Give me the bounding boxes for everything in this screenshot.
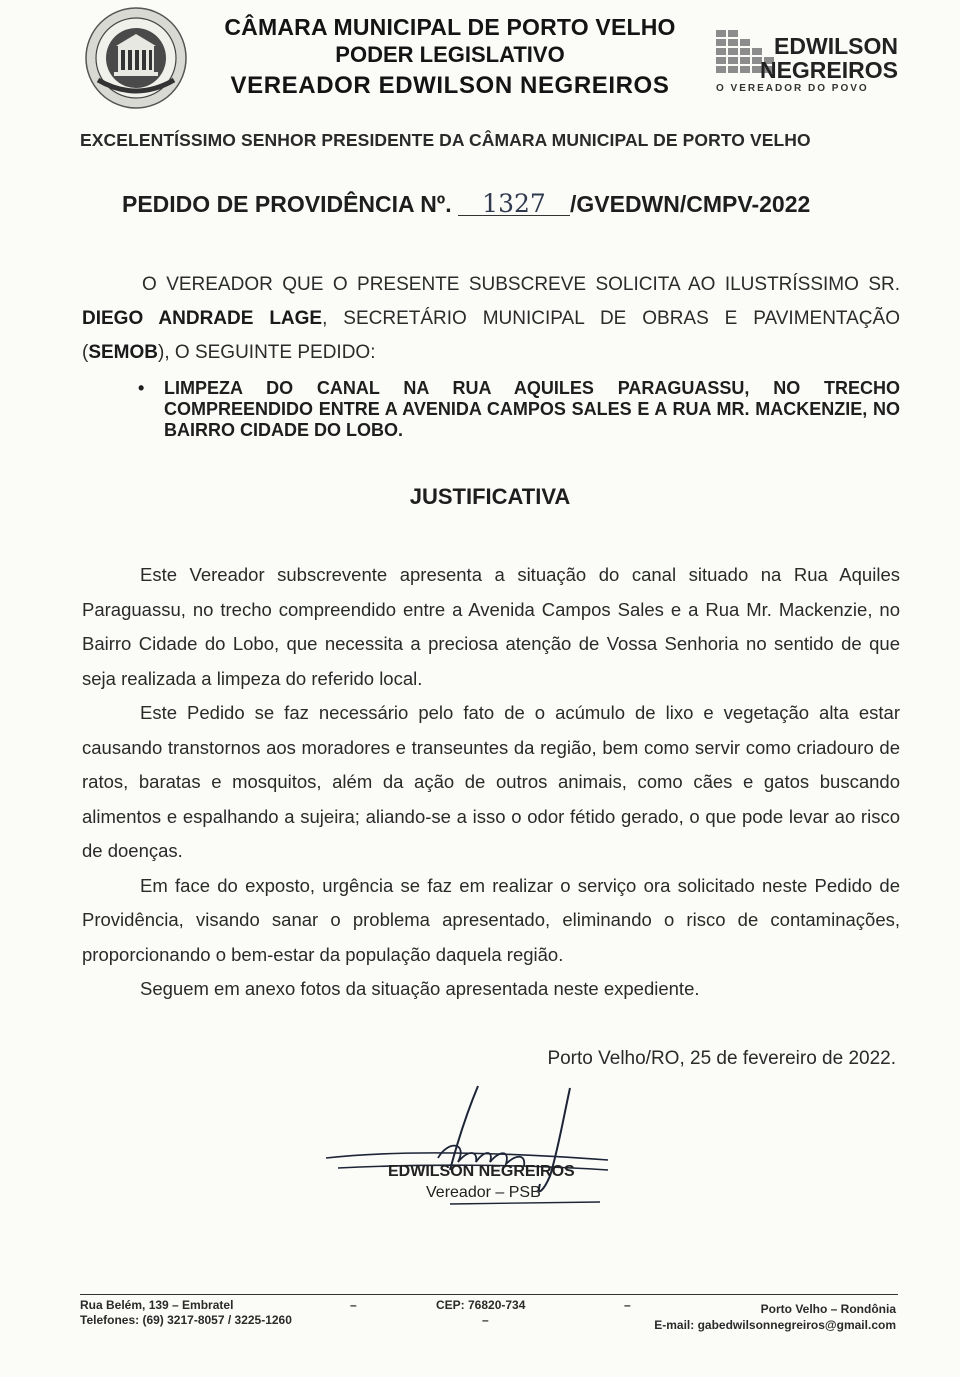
intro-text-2: , SECRETÁRIO MUNICIPAL DE OBRAS E PAVIMENTAÇÃO ( — [82, 308, 900, 363]
justification-paragraph: Seguem em anexo fotos da situação apresentada neste expediente. — [140, 978, 700, 999]
intro-paragraph — [82, 268, 900, 370]
header-council-name: CÂMARA MUNICIPAL DE PORTO VELHO — [224, 14, 676, 40]
footer-cep: CEP: 76820-734 — [436, 1298, 526, 1312]
request-title-prefix: PEDIDO DE PROVIDÊNCIA Nº. — [122, 191, 452, 217]
request-item-text: LIMPEZA DO CANAL NA RUA AQUILES PARAGUASSU, NO TRECHO COMPREENDIDO ENTRE A AVENIDA CAMPOS SALES E A RUA MR. MACKENZIE, NO BAIRRO CIDADE DO LOBO. — [164, 378, 900, 440]
header-councilman-name: VEREADOR EDWILSON NEGREIROS — [230, 72, 670, 99]
justification-paragraph: Em face do exposto, urgência se faz em realizar o serviço ora solicitado neste Pedido de Providência, visando sanar o problema apresentado, eliminando o risco de contaminações, proporcionando o bem-estar da população daquela região. — [82, 874, 900, 965]
logo-text-negreiros: NEGREIROS — [759, 57, 898, 83]
request-number-handwritten: 1327 — [458, 193, 570, 216]
justification-body — [82, 558, 900, 1007]
footer-divider — [80, 1294, 898, 1295]
logo-tagline: O VEREADOR DO POVO — [716, 83, 869, 94]
edwilson-negreiros-logo — [712, 26, 902, 100]
request-title — [122, 191, 810, 218]
intro-text-1: O VEREADOR QUE O PRESENTE SUBSCREVE SOLICITA AO ILUSTRÍSSIMO SR. — [142, 274, 900, 295]
logo-text-edwilson: EDWILSON — [774, 33, 898, 59]
semob-acronym: SEMOB — [88, 342, 159, 363]
footer-phones: Telefones: (69) 3217-8057 / 3225-1260 — [80, 1313, 292, 1327]
footer-separator: – — [482, 1313, 489, 1327]
secretary-name: DIEGO ANDRADE LAGE — [82, 308, 323, 329]
addressee-line: EXCELENTÍSSIMO SENHOR PRESIDENTE DA CÂMARA MUNICIPAL DE PORTO VELHO — [80, 130, 811, 150]
date-line: Porto Velho/RO, 25 de fevereiro de 2022. — [547, 1048, 896, 1069]
intro-text-3: ), O SEGUINTE PEDIDO: — [158, 342, 376, 363]
footer-address: Rua Belém, 139 – Embratel — [80, 1298, 234, 1312]
footer-city: Porto Velho – Rondônia — [760, 1302, 896, 1316]
justification-paragraph: Este Vereador subscrevente apresenta a situação do canal situado na Rua Aquiles Paraguassu, no trecho compreendido entre a Avenida Campos Sales e a Rua Mr. Mackenzie, no Bairro Cidade do Lobo, que necessita a preciosa atenção de Vossa Senhoria no sentido de que seja realizada a limpeza do referido local. — [82, 564, 900, 689]
signer-name: EDWILSON NEGREIROS — [388, 1163, 575, 1180]
signer-role: Vereador – PSB — [426, 1184, 541, 1201]
request-title-suffix: /GVEDWN/CMPV-2022 — [569, 191, 811, 217]
footer-email: E-mail: gabedwilsonnegreiros@gmail.com — [654, 1318, 896, 1332]
request-item — [140, 378, 900, 441]
bullet-icon: • — [138, 378, 145, 398]
header-legislative-power: PODER LEGISLATIVO — [335, 42, 565, 67]
justification-paragraph: Este Pedido se faz necessário pelo fato de o acúmulo de lixo e vegetação alta estar causando transtornos aos moradores e transeuntes da região, bem como servir como criadouro de ratos, baratas e mosquitos, além da ação de outros animais, como cães e gatos buscando alimentos e espalhando a sujeira; aliando-se a isso o odor fétido gerado, o que pode levar ao risco de doenças. — [82, 702, 900, 861]
footer-separator: – — [624, 1298, 631, 1312]
justification-heading: JUSTIFICATIVA — [409, 484, 571, 509]
footer-separator: – — [350, 1298, 357, 1312]
city-council-seal-icon — [84, 6, 188, 110]
